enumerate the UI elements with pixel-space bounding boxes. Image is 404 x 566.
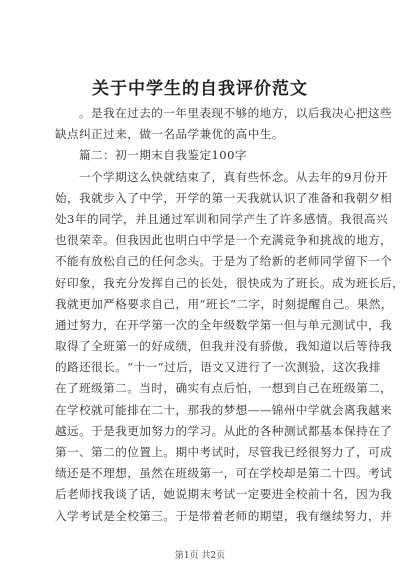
text-line: 缺点纠正过来，做一名品学兼优的高中生。 (55, 127, 284, 142)
text-line: 。是我在过去的一年里表现不够的地方，以后我决心把这些 (79, 106, 393, 120)
text-line: 入学考试是全校第三。于是带着老师的期望，我有继续努力，并 (55, 508, 393, 523)
text-line: 的路还很长。“十一”过后，语文又进行了一次测验，这次我排 (55, 360, 381, 375)
text-line: 第一、第二的位置上。期中考试时，尽管我已经很努力了，可成 (55, 445, 393, 459)
text-line: 通过努力，在开学第一次的全年级数学第一但与单元测试中，我 (55, 317, 393, 332)
text-line: 后老师找我谈了话，她说期末考试一定要进全校前十名，因为我 (55, 487, 393, 502)
text-line: 一个学期这么快就结束了，真有些怀念。从去年的9月份开 (79, 169, 388, 184)
page-number-footer: 第1页 共2页 (174, 551, 226, 561)
text-line: 处3年的同学，并且通过军训和同学产生了许多感情。我很高兴 (55, 211, 389, 226)
text-line: 在学校就可能排在二十，那我的梦想——锦州中学就会离我越来 (55, 402, 393, 417)
text-line: 越远。于是我更加努力的学习。从此的各种测试都基本保持在了 (55, 423, 393, 438)
text-line: 始，我就步入了中学，开学的第一天我就认识了准备和我朝夕相 (55, 190, 393, 205)
text-line: 好印象，我充分发挥自己的长处，很快成为了班长。成为班长后， (55, 275, 404, 290)
text-line: 也很荣幸。但我因此也明白中学是一个充满竞争和挑战的地方， (55, 233, 393, 248)
document-title: 关于中学生的自我评价范文 (92, 79, 308, 99)
text-line: 篇二：初一期末自我鉴定100字 (79, 148, 248, 163)
text-line: 我就更加严格要求自己，用“班长”二字，时刻提醒自己。果然， (55, 296, 393, 311)
text-line: 不能有放松自己的任何念头。于是为了给新的老师同学留下一个 (55, 254, 393, 269)
document-body (55, 103, 404, 527)
text-line: 绩还是不理想，虽然在班级第一，可在学校却是第二十四。考试 (55, 466, 393, 481)
text-line: 在了班级第二。当时，确实有点后怕，一想到自己在班级第二， (55, 381, 393, 396)
text-line: 取得了全班第一的好成绩，但我并没有骄傲，我知道以后等待我 (55, 339, 393, 354)
